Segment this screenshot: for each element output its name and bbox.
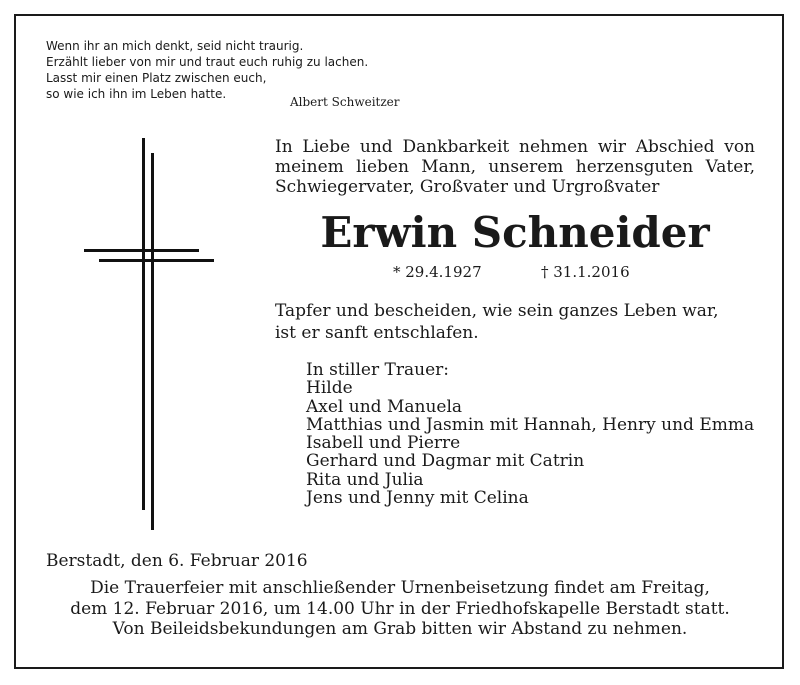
- tribute-line-1: Tapfer und bescheiden, wie sein ganzes Leben war,: [275, 301, 719, 321]
- intro-line-3: Schwiegervater, Großvater und Urgroßvater: [275, 177, 660, 197]
- poem-author: Albert Schweitzer: [290, 95, 400, 109]
- mourner-name: Jens und Jenny mit Celina: [306, 488, 529, 509]
- poem-line-2: Erzählt lieber von mir und traut euch ruhig zu lachen.: [46, 55, 369, 69]
- birth-date: * 29.4.1927: [393, 263, 482, 281]
- mourner-name: Gerhard und Dagmar mit Catrin: [306, 451, 585, 472]
- death-date: † 31.1.2016: [541, 263, 630, 281]
- poem-line-1: Wenn ihr an mich denkt, seid nicht traurig.: [46, 39, 304, 53]
- mourners-heading: In stiller Trauer:: [306, 360, 449, 380]
- tribute-line-2: ist er sanft entschlafen.: [275, 323, 479, 343]
- mourner-name: Matthias und Jasmin mit Hannah, Henry und Emma: [306, 414, 755, 435]
- poem: [46, 38, 426, 102]
- funeral-info-line-2: dem 12. Februar 2016, um 14.00 Uhr in der Friedhofskapelle Berstadt statt.: [70, 598, 730, 619]
- cross-icon: [84, 138, 214, 530]
- mourners-list: [306, 361, 754, 507]
- poem-line-4: so wie ich ihn im Leben hatte.: [46, 87, 227, 101]
- funeral-info: [24, 578, 776, 640]
- intro-text: [275, 137, 755, 197]
- mourner-name: Rita und Julia: [306, 469, 424, 490]
- deceased-name: Erwin Schneider: [320, 208, 710, 257]
- intro-line-1: In Liebe und Dankbarkeit nehmen wir Abschied von: [275, 137, 755, 157]
- funeral-info-line-3: Von Beileidsbekundungen am Grab bitten wir Abstand zu nehmen.: [112, 619, 688, 639]
- intro-line-2: meinem lieben Mann, unserem herzensguten Vater,: [275, 157, 755, 177]
- place-date: Berstadt, den 6. Februar 2016: [46, 551, 308, 571]
- tribute-text: [275, 300, 719, 344]
- mourner-name: Hilde: [306, 378, 353, 399]
- mourner-name: Axel und Manuela: [306, 396, 463, 417]
- mourner-name: Isabell und Pierre: [306, 433, 461, 454]
- funeral-info-line-1: Die Trauerfeier mit anschließender Urnenbeisetzung findet am Freitag,: [90, 578, 710, 598]
- poem-line-3: Lasst mir einen Platz zwischen euch,: [46, 71, 267, 85]
